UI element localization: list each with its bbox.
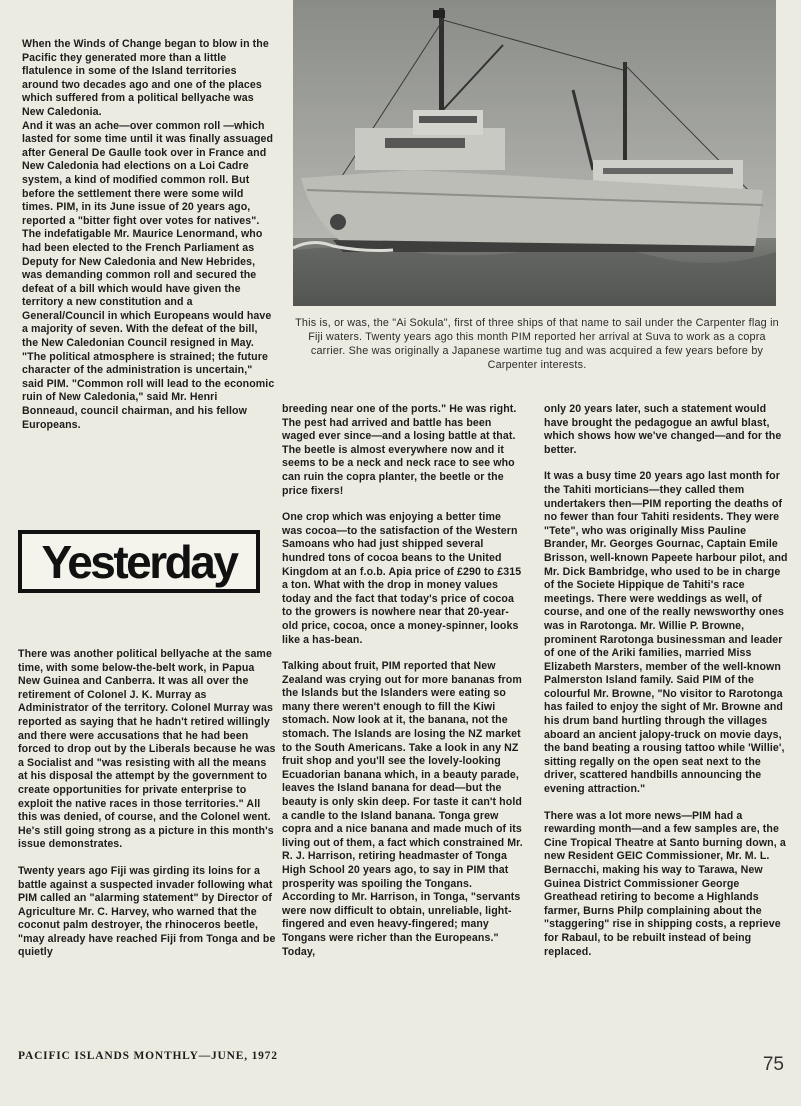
paragraph: It was a busy time 20 years ago last month for the Tahiti morticians—they called them undertakers then—PIM reporting the deaths of no fewer than four Tahiti residents. They were "Tete", who was originally Miss Pauline Brander, Mr. Georges Gournac, Captain Emile Brisson, well-known Papeete harbour pilot, and Mr. Dick Bambridge, who used to be in charge of the Societe Hippique de Tahiti's race meetings. There were weddings as well, of course, and one of the really newsworthy ones was in Rarotonga. Mr. Willie P. Browne, prominent Rarotonga businessman and leader of one of the Ariki families, married Miss Elizabeth Marsters, member of the well-known Palmerston Island family. Said PIM of the colourful Mr. Browne, "No visitor to Rarotonga has failed to enjoy the sight of Mr. Browne and his drum band hurtling through the villages aboard an ancient jalopy-truck on movie days, the band beating a rousing tattoo while 'Willie', sitting regally on the open seat next to the driver, scattered handbills announcing the evening attraction." [544, 470, 788, 796]
paragraph: breeding near one of the ports." He was right. The pest had arrived and battle has been waged ever since—and a losing battle at that. The beetle is almost everywhere now and it seems to be a neck and neck race to see who can ruin the copra planter, the beetle or the price fixers! [282, 403, 517, 497]
publication-footer: PACIFIC ISLANDS MONTHLY—JUNE, 1972 [18, 1050, 278, 1062]
ship-illustration [293, 0, 776, 306]
paragraph: There was another political bellyache at the same time, with some below-the-belt work, in Papua New Guinea and Canberra. It was all over the retirement of Colonel J. K. Murray as Administrator of the territory. Colonel Murray was reported as saying that he hadn't retired willingly and there were accusations that he had been forced to drop out by the Liberals because he was a Socialist and "was resisting with all the means at his disposal the attempt by the government to create opportunities for private enterprise to exploit the native races in those territories." All this was denied, of course, and the Colonel went. He's still going strong as a picture in this month's issue demonstrates. [18, 648, 276, 851]
paragraph: The indefatigable Mr. Maurice Lenormand, who had been elected to the French Parliament as Deputy for New Caledonia and New Hebrides, was demanding common roll and secured the defeat of a bill which would have given the territory a new constitution and a General/Council in which Europeans would have a majority of seven. With the defeat of the bill, the New Caledonian Council resigned in May. "The political atmosphere is strained; the future character of the administration is uncertain," said PIM. "Common roll will lead to the economic ruin of New Caledonia," said Mr. Henri Bonneaud, council chairman, and his fellow Europeans. [22, 228, 275, 431]
section-title: Yesterday [41, 535, 237, 588]
ship-photo [293, 0, 776, 306]
page-number: 75 [762, 1054, 784, 1075]
paragraph: There was a lot more news—PIM had a rewarding month—and a few samples are, the Cine Tropical Theatre at Santo burning down, a new Resident GEIC Commissioner, Mr. M. L. Bernacchi, making his way to Tarawa, New Guinea District Commissioner George Greathead retiring to become a Highlands farmer, Burns Philp complaining about the "staggering" rise in shipping costs, a reprieve for Rabaul, to be rebuilt instead of being replaced. [544, 809, 786, 958]
column-three [544, 403, 790, 959]
paragraph: Talking about fruit, PIM reported that New Zealand was crying out for more bananas from the Islands but the Islanders were eating so many there weren't enough to fill the Kiwi stomach. Now look at it, the banana, not the stomach. The Islands are losing the NZ market to the South Americans. Take a look in any NZ fruit shop and you'll see the lovely-looking Ecuadorian banana which, in a beauty parade, leaves the Island banana for dead—but the beauty is only skin deep. For taste it can't hold a candle to the Island banana. Tonga grew copra and a nice banana and made much of its living out of them, a fact which constrained Mr. R. J. Harrison, retiring headmaster of Tonga High School 20 years ago, to say in PIM that prosperity was spoiling the Tongans. According to Mr. Harrison, in Tonga, "servants were now difficult to obtain, unreliable, light-fingered and even heavy-fingered; many Tongans were richer than the Europeans." Today, [282, 660, 523, 958]
paragraph: One crop which was enjoying a better time was cocoa—to the satisfaction of the Western Samoans who had just shipped several hundred tons of cocoa beans to the United Kingdom at an f.o.b. Apia price of £290 to £315 a ton. What with the drop in money values today and the fact that today's price of cocoa to the growers is nowhere near that 20-year-old price, cocoa, once a money-spinner, looks like a has-bean. [282, 511, 522, 646]
section-title-box [18, 530, 260, 593]
paragraph: And it was an ache—over common roll —which lasted for some time until it was finally assuaged after General De Gaulle took over in France and New Caledonia had elections on a Loi Cadre system, a kind of modified common roll. But before the settlement there were some wild times. PIM, in its June issue of 20 years ago, reported a "bitter fight over votes for natives". [22, 119, 274, 227]
paragraph: When the Winds of Change began to blow in the Pacific they generated more than a little flatulence in some of the Island territories around two decades ago and one of the places which suffered from a political bellyache was New Caledonia. [22, 38, 269, 118]
paragraph: only 20 years later, such a statement would have brought the pedagogue an awful blast, which shows how we've changed—and for the better. [544, 403, 782, 456]
intro-column [22, 38, 276, 432]
photo-caption: This is, or was, the "Ai Sokula", first of three ships of that name to sail under the Carpenter flag in Fiji waters. Twenty years ago this month PIM reported her arrival at Suva to work as a copra carrier. She was originally a Japanese wartime tug and was acquired a few years before by Carpenter interests. [295, 317, 779, 371]
paragraph: Twenty years ago Fiji was girding its loins for a battle against a suspected invader following what PIM called an "alarming statement" by Director of Agriculture Mr. C. Harvey, who warned that the coconut palm destroyer, the rhinoceros beetle, "may already have reached Fiji from Tonga and be quietly [18, 864, 276, 959]
column-one [18, 648, 276, 960]
column-two [282, 403, 524, 959]
